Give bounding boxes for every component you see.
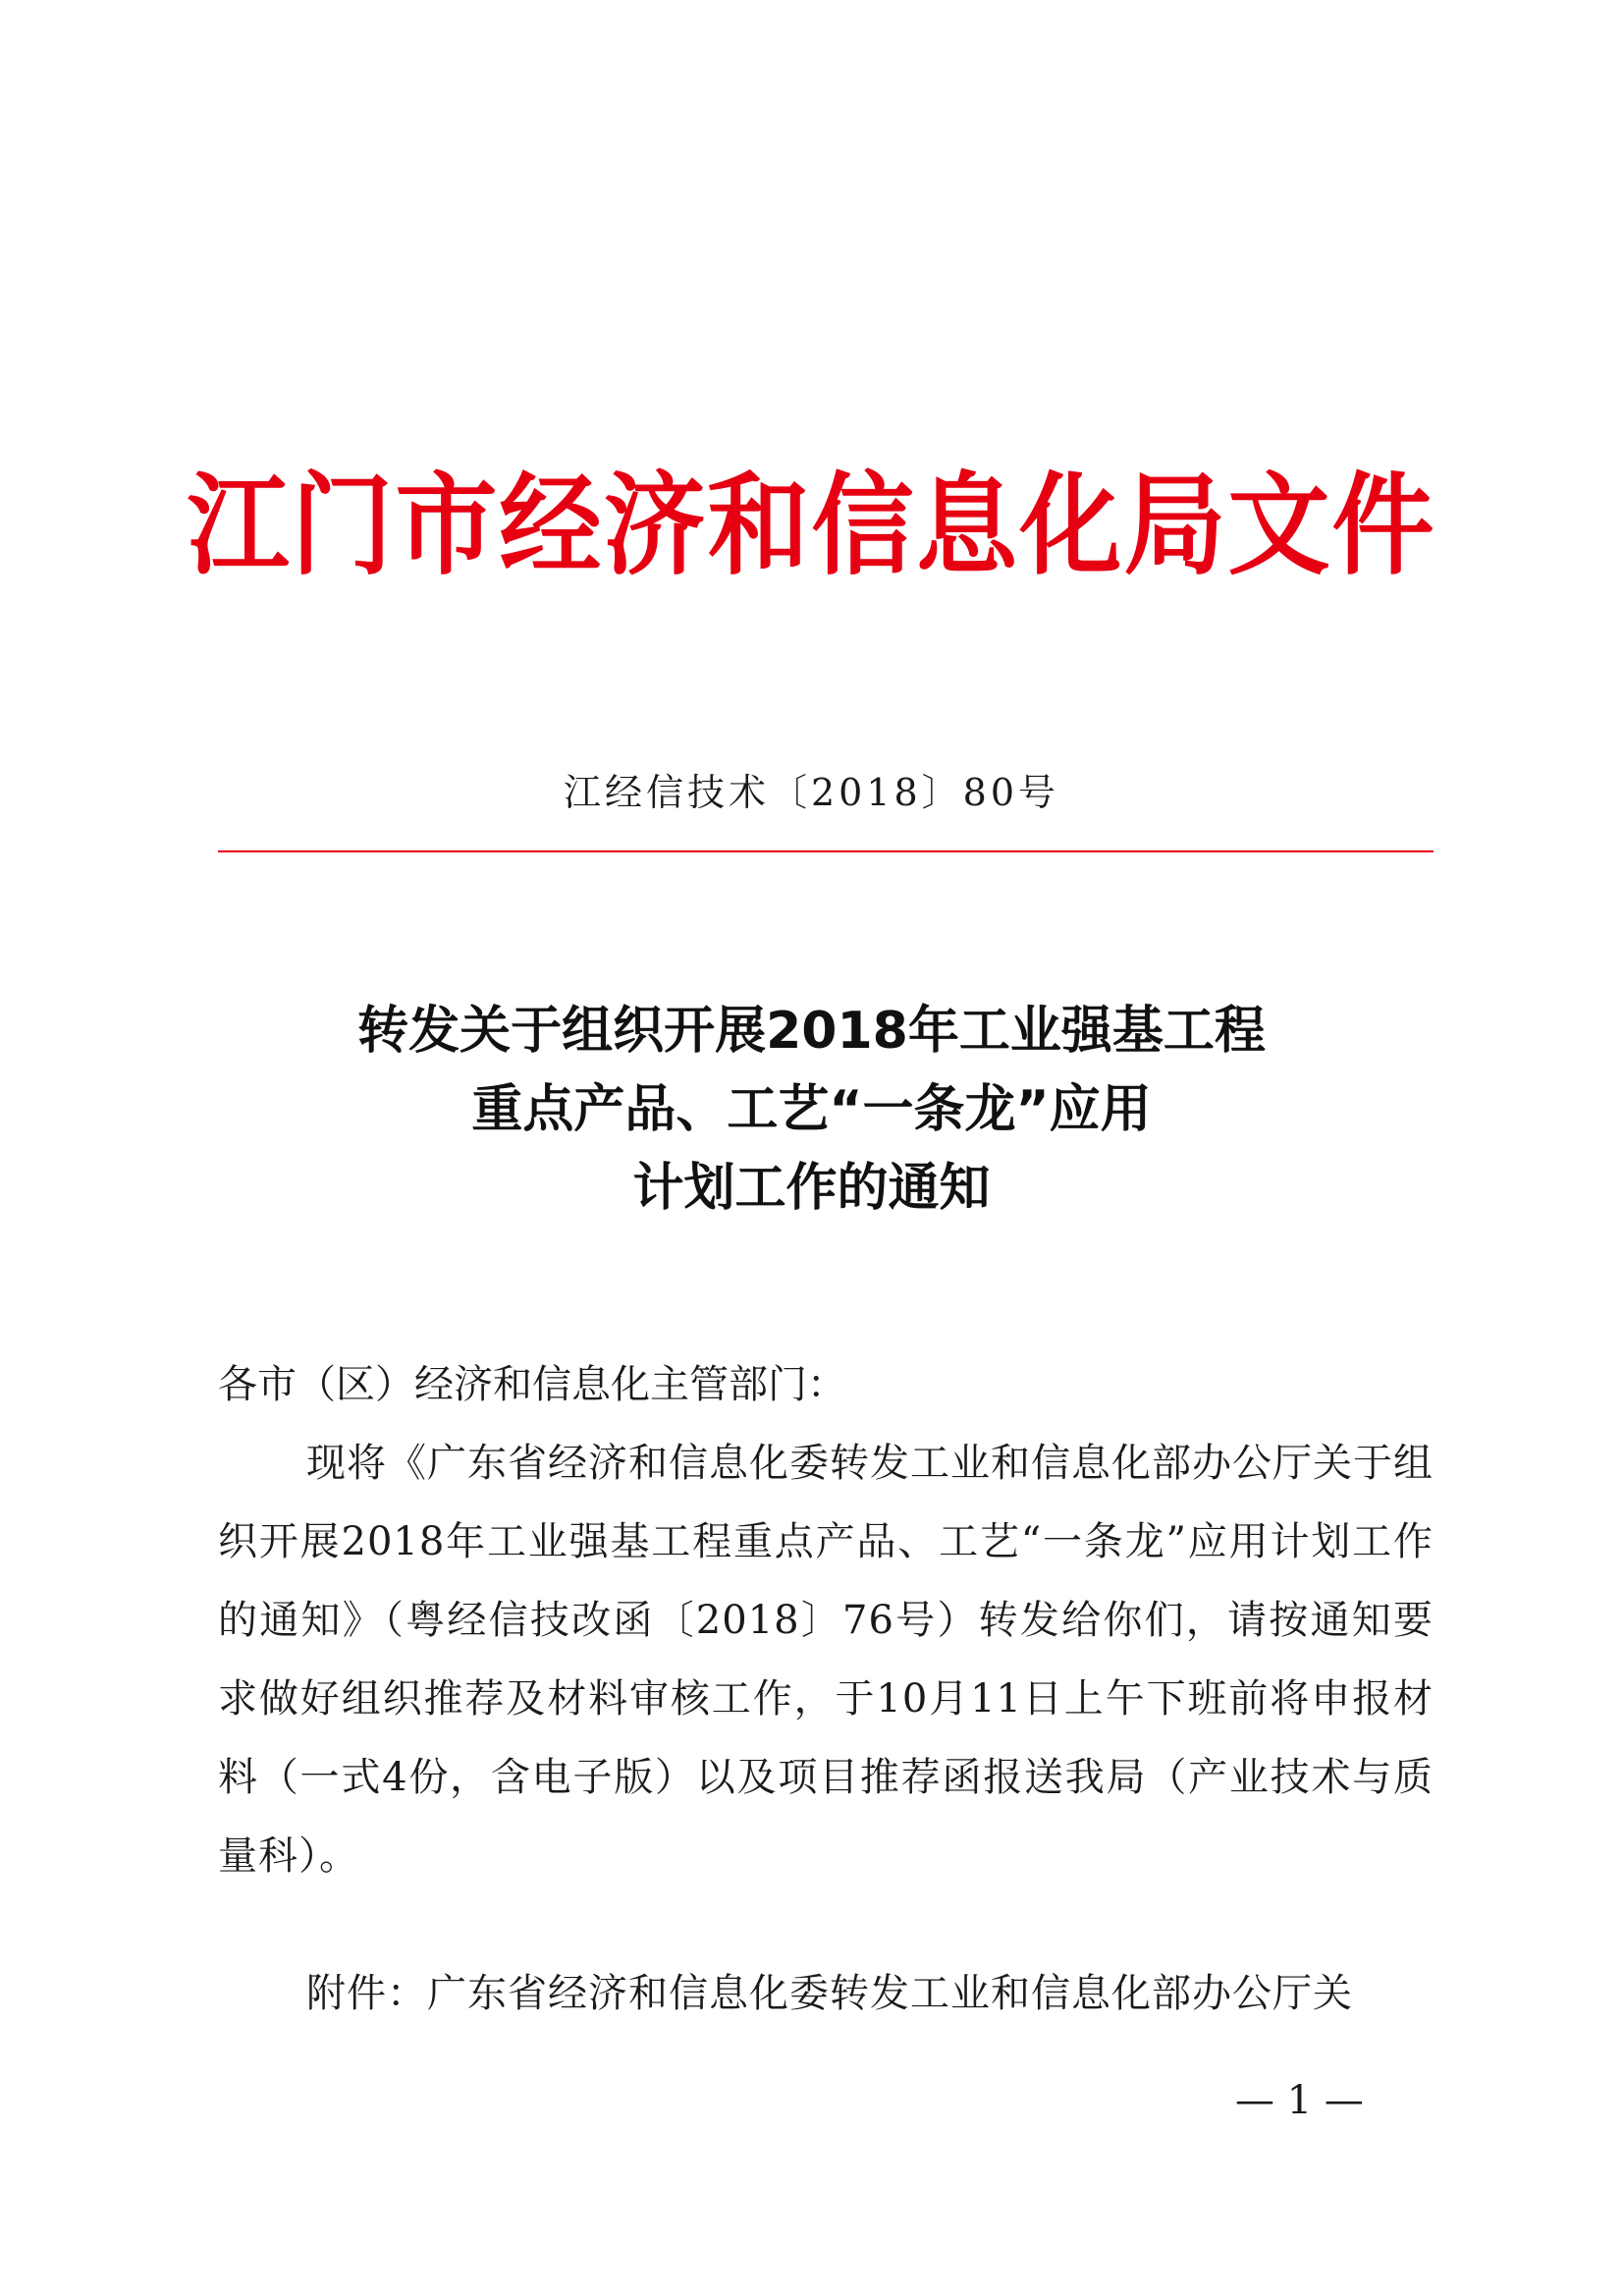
red-divider-line (218, 850, 1434, 852)
notice-title-line-2: 重点产品、工艺“一条龙”应用 (471, 1080, 1152, 1139)
page-number: — 1 — (1235, 2078, 1364, 2123)
attachment-line: 附件：广东省经济和信息化委转发工业和信息化部办公厅关 (306, 1971, 1353, 2016)
notice-title (0, 992, 1623, 1228)
body-paragraph: 现将《广东省经济和信息化委转发工业和信息化部办公厅关于组织开展2018年工业强基工程重点产品、工艺“一条龙”应用计划工作的通知》（粤经信技改函〔2018〕76号）转发给你们，请按通知要求做好组织推荐及材料审核工作，于10月11日上午下班前将申报材料（一式4份，含电子版）以及项目推荐函报送我局（产业技术与质量科）。 (218, 1441, 1434, 1879)
notice-body (218, 1345, 1434, 2033)
salutation: 各市（区）经济和信息化主管部门： (218, 1362, 846, 1407)
notice-title-line-3: 计划工作的通知 (632, 1159, 991, 1218)
masthead-title: 江门市经济和信息化局文件 (187, 461, 1436, 590)
notice-title-line-1: 转发关于组织开展2018年工业强基工程 (357, 1002, 1266, 1061)
document-number: 江经信技术〔2018〕80号 (563, 771, 1060, 814)
